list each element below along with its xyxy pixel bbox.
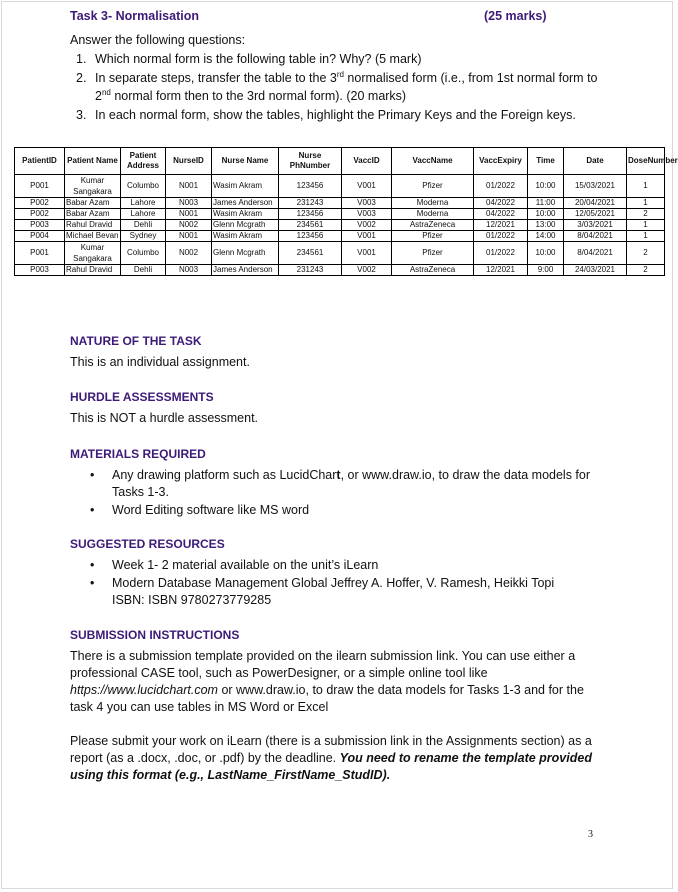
col-vacc-name: VaccName [392,148,474,175]
col-date: Date [564,148,627,175]
bullet-icon: • [90,468,95,482]
table-cell: 15/03/2021 [564,175,627,198]
list-item: • Week 1- 2 material available on the unit’s iLearn [90,558,379,572]
hurdle-heading: HURDLE ASSESSMENTS [70,390,214,404]
table-cell: Michael Bevan [65,231,121,242]
nature-text: This is an individual assignment. [70,355,250,369]
bullet-icon: • [90,503,95,517]
table-cell: 14:00 [528,231,564,242]
col-dose-number: DoseNumber [627,148,665,175]
table-row [15,175,665,198]
table-cell: Pfizer [392,242,474,265]
table-row [15,231,665,242]
table-cell: 10:00 [528,242,564,265]
table-cell: 1 [627,198,665,209]
table-cell: 9:00 [528,265,564,276]
table-cell: Rahul Dravid [65,265,121,276]
table-cell: James Anderson [212,198,279,209]
table-cell: Babar Azam [65,198,121,209]
col-nurse-id: NurseID [166,148,212,175]
table-row [15,209,665,220]
table-cell: 3/03/2021 [564,220,627,231]
table-cell: Kumar Sangakara [65,242,121,265]
table-cell: N003 [166,265,212,276]
table-cell: AstraZeneca [392,220,474,231]
task-marks: (25 marks) [484,9,547,23]
table-cell: Lahore [121,209,166,220]
table-cell: Rahul Dravid [65,220,121,231]
patient-vaccination-table [14,147,678,276]
table-cell: Columbo [121,242,166,265]
table-cell: P003 [15,265,65,276]
table-cell: 2 [627,265,665,276]
submission-paragraph-2: Please submit your work on iLearn (there is a submission link in the Assignments section) as a report (as a .docx, .doc, or .pdf) by the deadline. You need to rename the template provided using this format (e.g., LastName_FirstName_StudID). [70,734,592,782]
page-number: 3 [588,829,593,840]
table-cell: N001 [166,175,212,198]
table-cell: 8/04/2021 [564,242,627,265]
table-cell: V003 [342,209,392,220]
table-cell: 12/05/2021 [564,209,627,220]
table-cell: V002 [342,220,392,231]
table-cell: 231243 [279,265,342,276]
table-cell: 1 [627,175,665,198]
table-cell: V003 [342,198,392,209]
col-patient-name: Patient Name [65,148,121,175]
bullet-icon: • [90,576,95,590]
materials-list [90,467,590,520]
table-cell: Wasim Akram [212,175,279,198]
table-cell: 13:00 [528,220,564,231]
table-cell: N001 [166,209,212,220]
table-cell: 10:00 [528,175,564,198]
table-cell: 04/2022 [474,209,528,220]
bullet-icon: • [90,558,95,572]
table-cell: 2 [627,209,665,220]
table-cell: 231243 [279,198,342,209]
table-cell: AstraZeneca [392,265,474,276]
intro-text: Answer the following questions: [70,33,246,47]
table-cell: Lahore [121,198,166,209]
table-row [15,265,665,276]
table-cell: 12/2021 [474,265,528,276]
table-cell: N002 [166,220,212,231]
table-cell: P002 [15,198,65,209]
table-cell: 123456 [279,231,342,242]
resources-heading: SUGGESTED RESOURCES [70,537,225,551]
col-vacc-id: VaccID [342,148,392,175]
col-nurse-phnumber: Nurse PhNumber [279,148,342,175]
table-cell: N003 [166,198,212,209]
lucidchart-link[interactable]: https://www.lucidchart.com [70,683,218,697]
col-nurse-name: Nurse Name [212,148,279,175]
col-time: Time [528,148,564,175]
hurdle-text: This is NOT a hurdle assessment. [70,411,259,425]
question-item: 3. In each normal form, show the tables, highlight the Primary Keys and the Foreign keys. [76,107,576,122]
table-row [15,220,665,231]
list-item: • Modern Database Management Global Jeffrey A. Hoffer, V. Ramesh, Heikki Topi ISBN: ISBN 9780273779285 [90,576,555,607]
table-cell: 12/2021 [474,220,528,231]
nature-heading: NATURE OF THE TASK [70,334,202,348]
table-cell: 234561 [279,220,342,231]
table-cell: Glenn Mcgrath [212,242,279,265]
table-header-row [15,148,665,175]
col-patient-address: Patient Address [121,148,166,175]
table-cell: 2 [627,242,665,265]
table-cell: P003 [15,220,65,231]
table-cell: Moderna [392,198,474,209]
table-cell: 10:00 [528,209,564,220]
table-cell: Wasim Akram [212,231,279,242]
table-cell: Babar Azam [65,209,121,220]
table-cell: Dehli [121,265,166,276]
submission-paragraph-1: There is a submission template provided on the ilearn submission link. You can use either a professional CASE tool, such as PowerDesigner, or a simple online tool like https://www.lucidchart.com or www.draw.io, to draw the data models for Tasks 1-3 and for the task 4 you can use tables in MS Word or Excel [70,649,584,714]
table-cell: Pfizer [392,231,474,242]
table-cell: P004 [15,231,65,242]
table-cell: Wasim Akram [212,209,279,220]
table-row [15,198,665,209]
table-cell: Pfizer [392,175,474,198]
question-item: 2. In separate steps, transfer the table to the 3rd normalised form (i.e., from 1st normal form to 2nd normal form then to the 3rd normal form). (20 marks) [76,69,598,103]
table-cell: V002 [342,265,392,276]
col-vacc-expiry: VaccExpiry [474,148,528,175]
table-cell: P001 [15,242,65,265]
table-cell: N001 [166,231,212,242]
table-cell: 20/04/2021 [564,198,627,209]
table-cell: 04/2022 [474,198,528,209]
table-cell: 11:00 [528,198,564,209]
task-title: Task 3- Normalisation [70,9,199,23]
list-item: • Word Editing software like MS word [90,503,310,517]
table-row [15,242,665,265]
question-item: 1. Which normal form is the following table in? Why? (5 mark) [76,52,422,66]
table-cell: 8/04/2021 [564,231,627,242]
submission-heading: SUBMISSION INSTRUCTIONS [70,628,240,642]
table-cell: P001 [15,175,65,198]
table-cell: Moderna [392,209,474,220]
table-cell: 234561 [279,242,342,265]
table-cell: James Anderson [212,265,279,276]
materials-heading: MATERIALS REQUIRED [70,447,206,461]
table-cell: Glenn Mcgrath [212,220,279,231]
table-cell: Sydney [121,231,166,242]
table-cell: 123456 [279,209,342,220]
table-cell: N002 [166,242,212,265]
table-cell: Columbo [121,175,166,198]
table-cell: P002 [15,209,65,220]
table-cell: V001 [342,175,392,198]
question-list [70,50,610,124]
table-cell: 01/2022 [474,231,528,242]
table-cell: V001 [342,231,392,242]
table-cell: Kumar Sangakara [65,175,121,198]
resources-list [90,557,590,610]
table-cell: 1 [627,231,665,242]
table-cell: V001 [342,242,392,265]
col-patient-id: PatientID [15,148,65,175]
table-cell: 1 [627,220,665,231]
table-cell: Dehli [121,220,166,231]
table-cell: 01/2022 [474,242,528,265]
table-cell: 01/2022 [474,175,528,198]
table-cell: 24/03/2021 [564,265,627,276]
table-cell: 123456 [279,175,342,198]
list-item: • Any drawing platform such as LucidChart, or www.draw.io, to draw the data models for Tasks 1-3. [90,468,591,499]
